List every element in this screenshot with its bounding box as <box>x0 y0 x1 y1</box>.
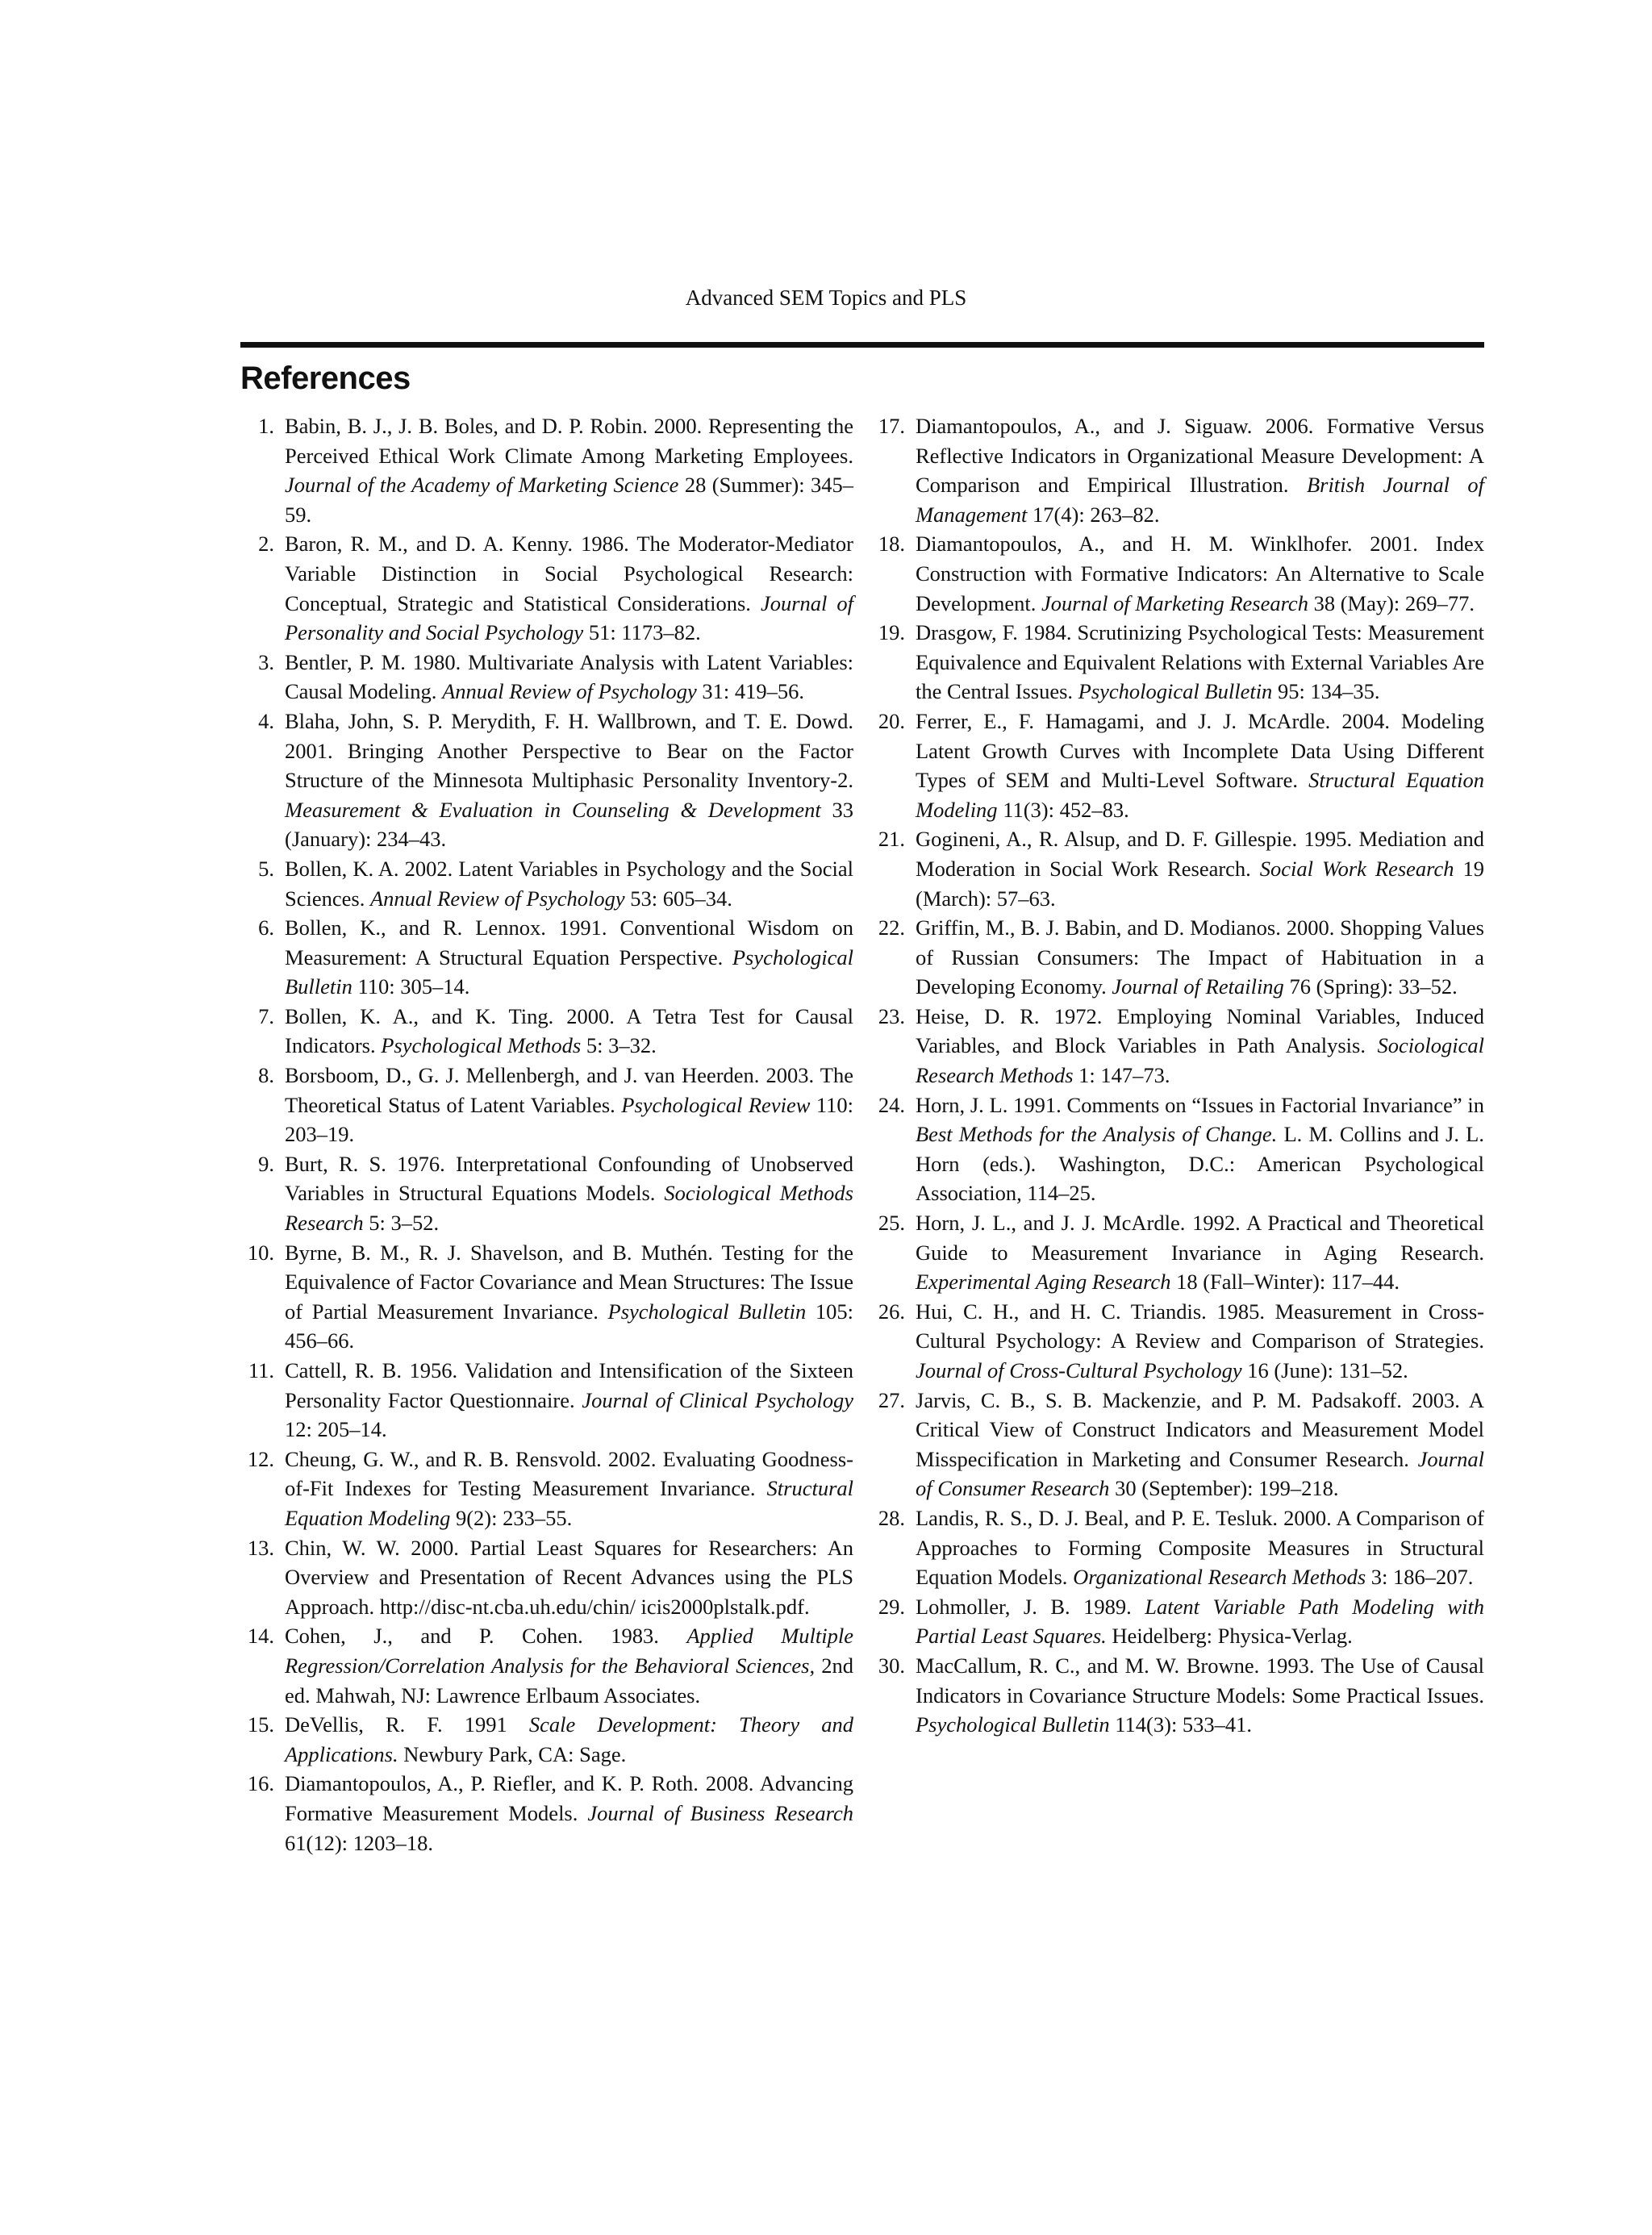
reference-text-segment: Landis, R. S., D. J. Beal, and P. E. Tesluk. 2000. A Comparison of Approaches to Forming Composite Measures in Structural Equation Models. <box>916 1505 1484 1590</box>
reference-text-segment: DeVellis, R. F. 1991 <box>285 1712 529 1737</box>
reference-item <box>871 1503 1484 1592</box>
reference-text <box>285 1152 853 1235</box>
reference-text <box>916 1004 1484 1087</box>
reference-source-title: Journal of Personality and Social Psychology <box>285 590 853 645</box>
reference-source-title: Measurement & Evaluation in Counseling & Development <box>285 797 821 822</box>
reference-text-segment: Horn, J. L., and J. J. McArdle. 1992. A Practical and Theoretical Guide to Measurement Invariance in Aging Research. <box>916 1211 1484 1265</box>
reference-text-segment: L. M. Collins and J. L. Horn (eds.). Washington, D.C.: American Psychological Association, 114–25. <box>916 1122 1484 1206</box>
reference-source-title: Psychological Bulletin <box>285 944 853 999</box>
reference-source-title: Psychological Methods <box>381 1033 582 1058</box>
reference-source-title: Psychological Bulletin <box>916 1712 1110 1737</box>
reference-text-segment: 31: 419–56. <box>696 679 805 704</box>
reference-text-segment: 28 (Summer): 345–59. <box>285 473 854 527</box>
reference-text-segment: 51: 1173–82. <box>583 620 701 645</box>
reference-text-segment: 9(2): 233–55. <box>450 1505 573 1530</box>
reference-text-segment: 110: 305–14. <box>352 974 470 999</box>
reference-text <box>916 1595 1484 1649</box>
reference-item <box>871 1386 1484 1503</box>
reference-text-segment: 5: 3–32. <box>581 1033 657 1058</box>
reference-text-segment: 12: 205–14. <box>285 1417 387 1442</box>
reference-text-segment: Byrne, B. M., R. J. Shavelson, and B. Muthén. Testing for the Equivalence of Factor Covariance and Mean Structures: The Issue of Partial Measurement Invariance. <box>285 1240 853 1324</box>
reference-text-segment: 2nd ed. Mahwah, NJ: Lawrence Erlbaum Associates. <box>285 1653 853 1708</box>
reference-item <box>871 1297 1484 1386</box>
reference-text <box>285 1447 853 1530</box>
reference-number: 1. <box>258 414 274 438</box>
reference-item <box>871 1002 1484 1090</box>
reference-text-segment: 110: 203–19. <box>285 1092 853 1147</box>
reference-item <box>240 411 853 529</box>
reference-text-segment: Diamantopoulos, A., and H. M. Winklhofer. 2001. Index Construction with Formative Indicators: An Alternative to Scale Development. <box>916 532 1484 615</box>
reference-text <box>916 414 1484 527</box>
reference-text <box>285 857 853 911</box>
reference-number: 17. <box>878 414 905 438</box>
reference-source-title: Structural Equation Modeling <box>285 1476 853 1530</box>
reference-source-title: Annual Review of Psychology <box>369 886 625 911</box>
reference-text-segment: Bollen, K. A., and K. Ting. 2000. A Tetra Test for Causal Indicators. <box>285 1003 853 1058</box>
reference-number: 3. <box>258 649 274 674</box>
reference-text <box>916 620 1484 703</box>
reference-source-title: Annual Review of Psychology <box>442 679 697 704</box>
reference-text-segment: 5: 3–52. <box>363 1211 440 1236</box>
reference-text <box>916 915 1484 999</box>
reference-text-segment: 3: 186–207. <box>1366 1565 1474 1590</box>
reference-item <box>871 707 1484 824</box>
reference-text <box>285 650 853 704</box>
reference-number: 13. <box>247 1535 274 1560</box>
reference-source-title: Structural Equation Modeling <box>916 768 1484 822</box>
reference-text <box>285 1624 853 1707</box>
reference-number: 30. <box>878 1653 905 1678</box>
reference-item <box>871 1651 1484 1740</box>
reference-number: 16. <box>247 1771 274 1796</box>
reference-text-segment: 76 (Spring): 33–52. <box>1283 974 1458 999</box>
reference-text-segment: Cheung, G. W., and R. B. Rensvold. 2002. Evaluating Goodness-of-Fit Indexes for Testing Measurement Invariance. <box>285 1446 853 1501</box>
reference-text-segment: Lohmoller, J. B. 1989. <box>916 1594 1145 1619</box>
reference-item <box>871 1208 1484 1297</box>
reference-text-segment: Blaha, John, S. P. Merydith, F. H. Wallbrown, and T. E. Dowd. 2001. Bringing Another Perspective to Bear on the Factor Structure of the Minnesota Multiphasic Personality Inventory-2. <box>285 708 853 793</box>
reference-number: 11. <box>248 1358 274 1382</box>
reference-text-segment: 33 (January): 234–43. <box>285 797 854 852</box>
reference-number: 19. <box>878 620 905 645</box>
reference-source-title: Journal of Consumer Research <box>916 1446 1484 1501</box>
reference-text <box>916 827 1484 910</box>
reference-item <box>240 1061 853 1149</box>
reference-column-left <box>240 411 853 1858</box>
reference-text <box>285 1358 853 1441</box>
reference-text-segment: Gogineni, A., R. Alsup, and D. F. Gillespie. 1995. Mediation and Moderation in Social Work Research. <box>916 827 1484 881</box>
reference-text-segment: Diamantopoulos, A., and J. Siguaw. 2006. Formative Versus Reflective Indicators in Organizational Measure Development: A Comparison and Empirical Illustration. <box>916 414 1484 498</box>
reference-number: 23. <box>878 1003 905 1028</box>
reference-text <box>916 1093 1484 1206</box>
reference-number: 29. <box>878 1594 905 1619</box>
reference-number: 14. <box>247 1624 274 1649</box>
reference-item <box>240 1002 853 1061</box>
reference-text-segment: 16 (June): 131–52. <box>1241 1358 1408 1382</box>
reference-text-segment: Hui, C. H., and H. C. Triandis. 1985. Measurement in Cross-Cultural Psychology: A Review and Comparison of Strategies. <box>916 1299 1484 1353</box>
reference-text-segment: 61(12): 1203–18. <box>285 1830 434 1855</box>
reference-text <box>916 1299 1484 1382</box>
reference-number: 9. <box>258 1151 274 1176</box>
reference-text-segment: 114(3): 533–41. <box>1109 1712 1253 1737</box>
reference-source-title: British Journal of Management <box>916 473 1484 527</box>
reference-number: 24. <box>878 1092 905 1117</box>
reference-number: 10. <box>247 1240 274 1265</box>
reference-source-title: Psychological Review <box>621 1092 811 1117</box>
reference-item <box>240 854 853 913</box>
reference-text-segment: Borsboom, D., G. J. Mellenbergh, and J. van Heerden. 2003. The Theoretical Status of Latent Variables. <box>285 1063 853 1117</box>
reference-text <box>285 532 853 644</box>
reference-source-title: Journal of the Academy of Marketing Science <box>285 473 679 498</box>
reference-text <box>285 1004 853 1058</box>
reference-number: 18. <box>878 532 905 557</box>
reference-text <box>285 1063 853 1146</box>
reference-text-segment: Baron, R. M., and D. A. Kenny. 1986. The Moderator-Mediator Variable Distinction in Social Psychological Research: Conceptual, Strategic and Statistical Considerations. <box>285 532 853 615</box>
reference-number: 7. <box>258 1003 274 1028</box>
reference-text <box>916 1653 1484 1737</box>
reference-item <box>871 1592 1484 1651</box>
reference-source-title: Sociological Research Methods <box>916 1033 1484 1088</box>
reference-item <box>240 1149 853 1238</box>
reference-item <box>240 1445 853 1533</box>
header-rule <box>240 342 1484 348</box>
reference-text-segment: Heidelberg: Physica-Verlag. <box>1106 1624 1353 1649</box>
reference-item <box>871 913 1484 1002</box>
reference-text <box>916 1506 1484 1589</box>
reference-source-title: Scale Development: Theory and Applications. <box>285 1712 853 1766</box>
reference-column-right <box>871 411 1484 1740</box>
reference-source-title: Psychological Bulletin <box>1078 679 1273 704</box>
reference-text-segment: 19 (March): 57–63. <box>916 856 1484 911</box>
reference-text <box>285 915 853 999</box>
reference-item <box>240 1621 853 1710</box>
reference-text-segment: 30 (September): 199–218. <box>1109 1476 1339 1501</box>
reference-source-title: Journal of Clinical Psychology <box>582 1387 853 1412</box>
reference-item <box>240 529 853 647</box>
reference-text-segment: Heise, D. R. 1972. Employing Nominal Variables, Induced Variables, and Block Variables in Path Analysis. <box>916 1003 1484 1058</box>
reference-item <box>240 648 853 707</box>
reference-number: 4. <box>258 708 274 733</box>
reference-text-segment: Cohen, J., and P. Cohen. 1983. <box>285 1624 687 1649</box>
reference-text <box>285 709 853 851</box>
reference-number: 5. <box>258 856 274 881</box>
reference-text-segment: Bollen, K., and R. Lennox. 1991. Conventional Wisdom on Measurement: A Structural Equation Perspective. <box>285 915 853 969</box>
reference-number: 8. <box>258 1063 274 1088</box>
reference-text-segment: Bentler, P. M. 1980. Multivariate Analysis with Latent Variables: Causal Modeling. <box>285 649 853 704</box>
reference-text-segment: 53: 605–34. <box>624 886 732 911</box>
reference-text-segment: Horn, J. L. 1991. Comments on “Issues in Factorial Invariance” in <box>916 1092 1484 1117</box>
reference-source-title: Journal of Business Research <box>587 1800 853 1825</box>
reference-text-segment: Bollen, K. A. 2002. Latent Variables in Psychology and the Social Sciences. <box>285 856 853 911</box>
reference-item <box>240 1769 853 1858</box>
reference-source-title: Experimental Aging Research <box>916 1270 1171 1295</box>
section-title: References <box>240 361 411 396</box>
reference-item <box>240 1710 853 1769</box>
reference-text <box>285 1712 853 1766</box>
reference-text-segment: 17(4): 263–82. <box>1027 502 1160 527</box>
reference-source-title: Latent Variable Path Modeling with Partial Least Squares. <box>916 1594 1484 1649</box>
reference-text <box>916 532 1484 615</box>
reference-number: 15. <box>247 1712 274 1737</box>
reference-text-segment: 105: 456–66. <box>285 1299 853 1353</box>
reference-source-title: Journal of Marketing Research <box>1041 590 1308 615</box>
reference-source-title: Social Work Research <box>1259 856 1454 881</box>
reference-number: 20. <box>878 708 905 733</box>
reference-source-title: Best Methods for the Analysis of Change. <box>916 1122 1278 1147</box>
reference-number: 28. <box>878 1505 905 1530</box>
reference-text-segment: 11(3): 452–83. <box>997 797 1129 822</box>
reference-number: 26. <box>878 1299 905 1324</box>
reference-source-title: Sociological Methods Research <box>285 1181 853 1236</box>
reference-text <box>916 1388 1484 1501</box>
reference-item <box>871 529 1484 618</box>
running-head: Advanced SEM Topics and PLS <box>685 286 967 310</box>
reference-source-title: Psychological Bulletin <box>607 1299 807 1324</box>
reference-text <box>916 709 1484 822</box>
reference-text-segment: 95: 134–35. <box>1272 679 1380 704</box>
reference-source-title: Applied Multiple Regression/Correlation Analysis for the Behavioral Sciences, <box>285 1624 853 1678</box>
reference-text-segment: 38 (May): 269–77. <box>1308 590 1475 615</box>
reference-number: 2. <box>258 532 274 557</box>
reference-item <box>240 913 853 1002</box>
reference-number: 12. <box>247 1446 274 1471</box>
reference-item <box>871 618 1484 707</box>
reference-text <box>285 414 853 527</box>
reference-text-segment: Griffin, M., B. J. Babin, and D. Modianos. 2000. Shopping Values of Russian Consumers: The Impact of Habituation in a Developing Economy. <box>916 915 1484 999</box>
reference-text-segment: 18 (Fall–Winter): 117–44. <box>1170 1270 1400 1295</box>
reference-item <box>871 411 1484 529</box>
reference-source-title: Journal of Cross-Cultural Psychology <box>916 1358 1242 1382</box>
reference-text <box>285 1536 853 1619</box>
reference-number: 6. <box>258 915 274 940</box>
reference-item <box>240 1238 853 1356</box>
reference-source-title: Journal of Retailing <box>1112 974 1284 999</box>
reference-text <box>285 1241 853 1353</box>
reference-text-segment: Jarvis, C. B., S. B. Mackenzie, and P. M. Padsakoff. 2003. A Critical View of Construct Indicators and Measurement Model Misspecification in Marketing and Consumer Research. <box>916 1387 1484 1471</box>
reference-text <box>916 1211 1484 1294</box>
reference-text-segment: 1: 147–73. <box>1073 1063 1170 1088</box>
reference-text-segment: Diamantopoulos, A., P. Riefler, and K. P. Roth. 2008. Advancing Formative Measurement Models. <box>285 1771 853 1825</box>
reference-text-segment: Drasgow, F. 1984. Scrutinizing Psychological Tests: Measurement Equivalence and Equivalent Relations with External Variables Are the Central Issues. <box>916 620 1484 704</box>
reference-item <box>240 1356 853 1445</box>
reference-text-segment: MacCallum, R. C., and M. W. Browne. 1993. The Use of Causal Indicators in Covariance Structure Models: Some Practical Issues. <box>916 1653 1484 1708</box>
reference-item <box>240 707 853 854</box>
reference-text-segment: Chin, W. W. 2000. Partial Least Squares for Researchers: An Overview and Presentation of Recent Advances using the PLS Approach. http://disc-nt.cba.uh.edu/chin/ icis2000plstalk.pdf. <box>285 1535 853 1619</box>
reference-number: 22. <box>878 915 905 940</box>
reference-number: 21. <box>878 827 905 852</box>
reference-text <box>285 1771 853 1854</box>
reference-text-segment: Cattell, R. B. 1956. Validation and Intensification of the Sixteen Personality Factor Questionnaire. <box>285 1358 853 1412</box>
reference-text-segment: Burt, R. S. 1976. Interpretational Confounding of Unobserved Variables in Structural Equations Models. <box>285 1151 853 1206</box>
reference-number: 27. <box>878 1387 905 1412</box>
reference-text-segment: Newbury Park, CA: Sage. <box>398 1741 627 1766</box>
reference-source-title: Organizational Research Methods <box>1073 1565 1366 1590</box>
reference-text-segment: Babin, B. J., J. B. Boles, and D. P. Robin. 2000. Representing the Perceived Ethical Work Climate Among Marketing Employees. <box>285 414 853 468</box>
reference-item <box>871 824 1484 913</box>
reference-item <box>871 1090 1484 1208</box>
reference-item <box>240 1533 853 1622</box>
reference-number: 25. <box>878 1211 905 1236</box>
reference-text-segment: Ferrer, E., F. Hamagami, and J. J. McArdle. 2004. Modeling Latent Growth Curves with Incomplete Data Using Different Types of SEM and Multi-Level Software. <box>916 708 1484 793</box>
